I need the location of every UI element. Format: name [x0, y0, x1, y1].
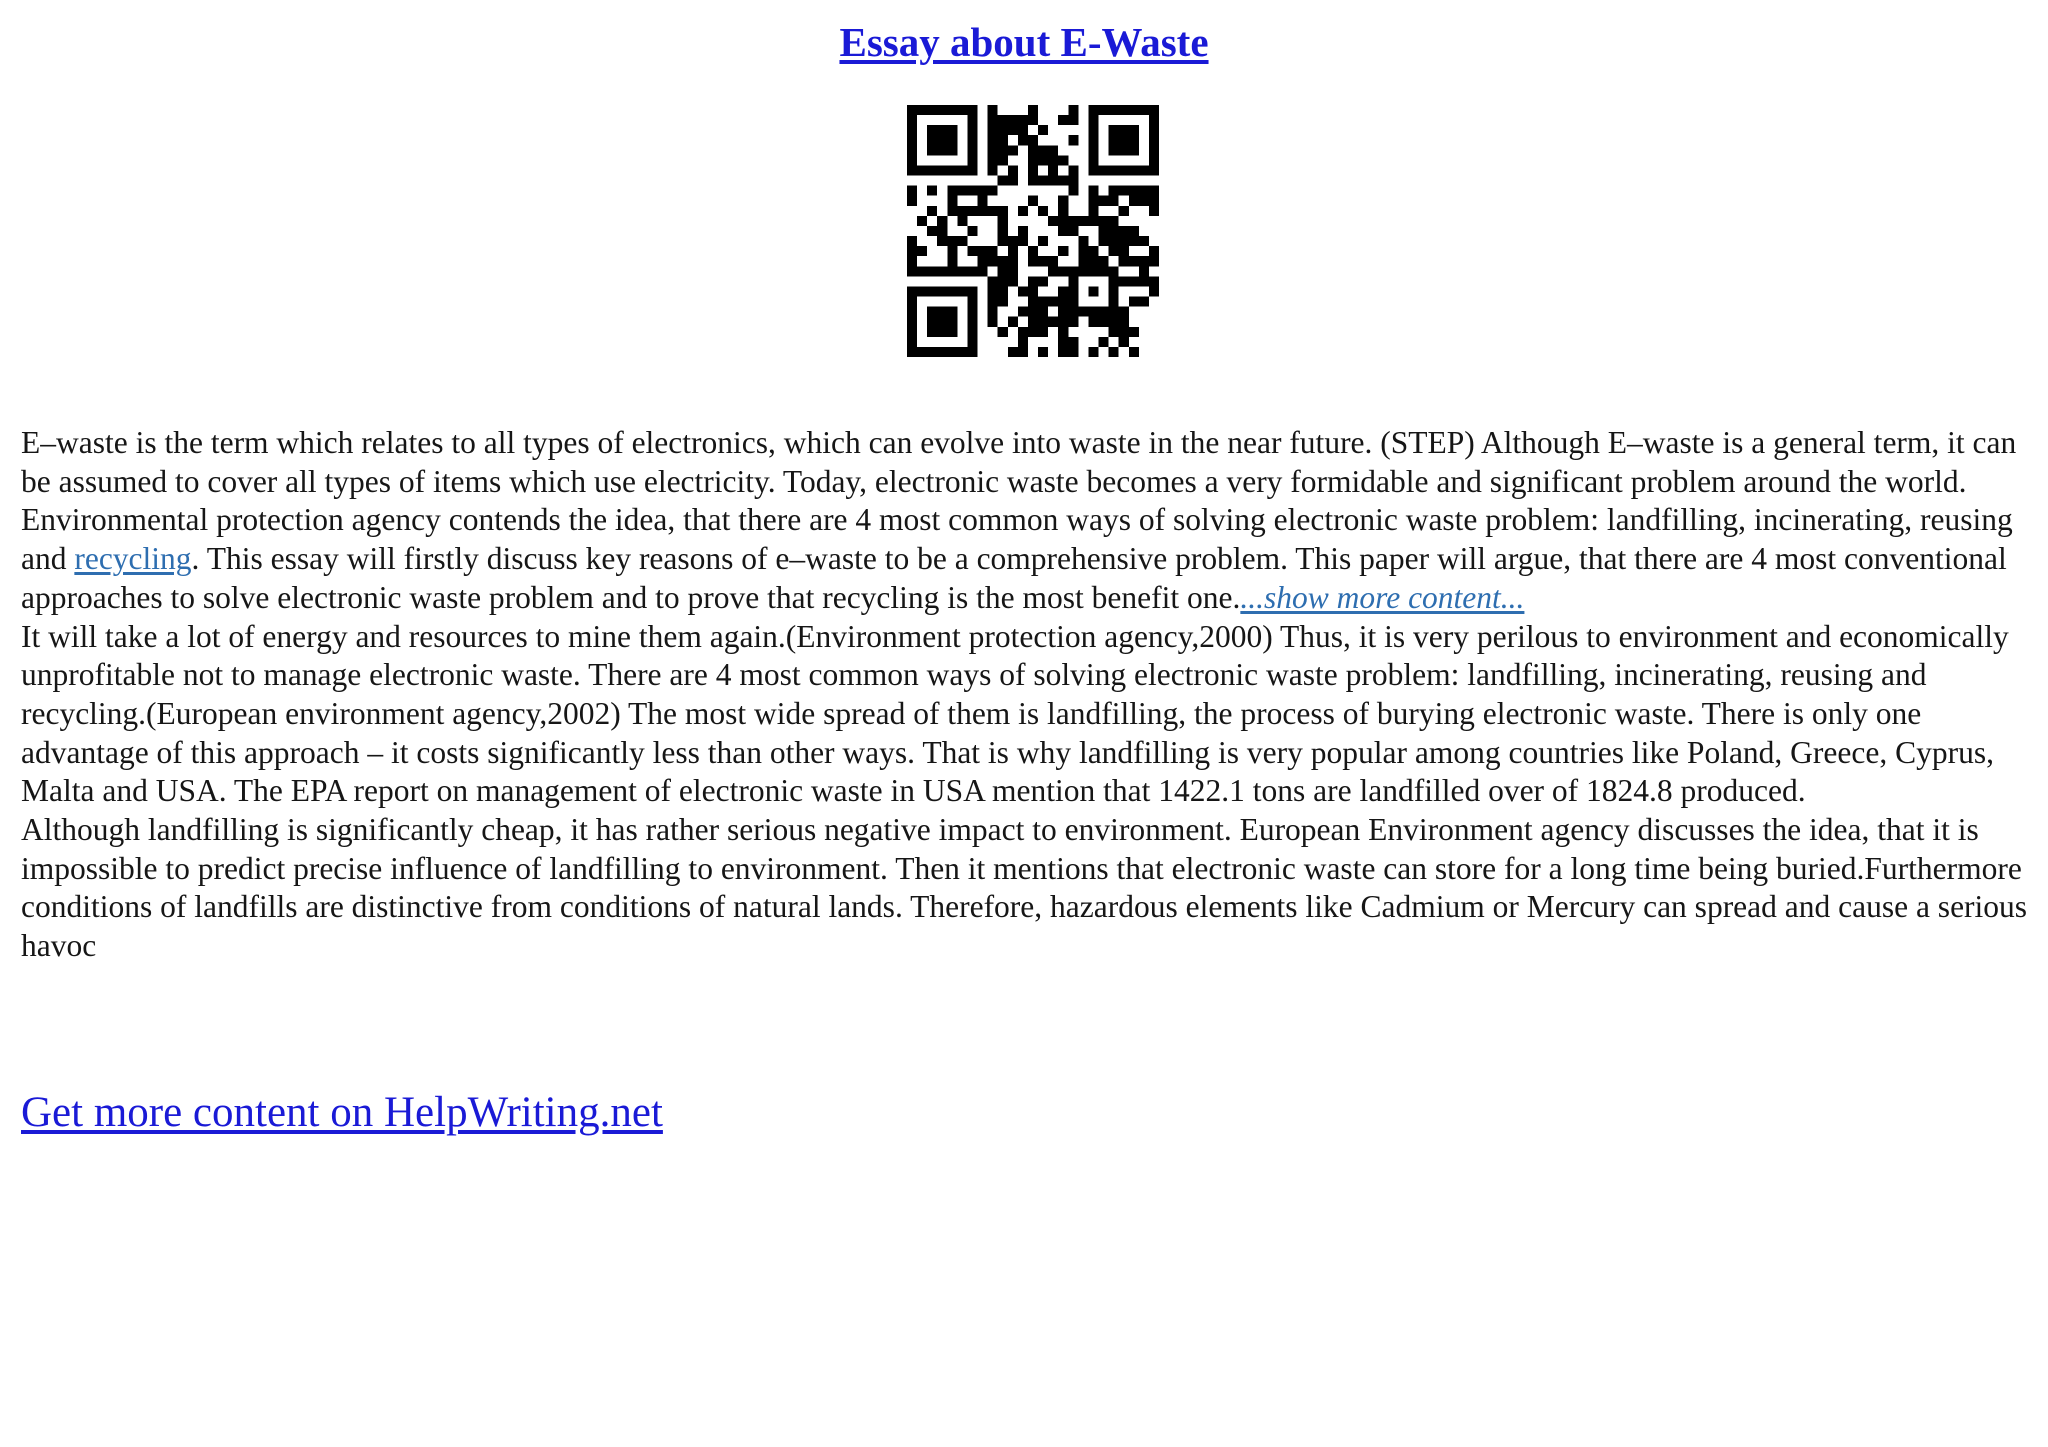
paragraph-1-continued: . This essay will firstly discuss key reasons of e–waste to be a comprehensive problem. This paper will argue, that there are 4 most conventional approaches to solve electronic waste problem and to prove that recycling is the most benefit one.	[21, 541, 2007, 615]
helpwriting-link[interactable]: Get more content on HelpWriting.net	[21, 1089, 663, 1136]
paragraph-3: Although landfilling is significantly cheap, it has rather serious negative impact to environment. European Environment agency discusses the idea, that it is impossible to predict precise influence of landfilling to environment. Then it mentions that electronic waste can store for a long time being buried.Furthermore conditions of landfills are distinctive from conditions of natural lands. Therefore, hazardous elements like Cadmium or Mercury can spread and cause a serious havoc	[21, 812, 2028, 964]
paragraph-1	[21, 424, 2031, 618]
essay-body	[21, 424, 2031, 966]
qr-code-icon	[907, 105, 1159, 357]
paragraph-1-text: E–waste is the term which relates to all types of electronics, which can evolve into waste in the near future. (STEP) Although E–waste is a general term, it can be assumed to cover all types of items which use electricity. Today, electronic waste becomes a very formidable and significant problem around the world. Environmental protection agency contends the idea, that there are 4 most common ways of solving electronic waste problem: landfilling, incinerating, reusing and	[21, 425, 2017, 577]
essay-title-link[interactable]: Essay about E-Waste	[839, 19, 1209, 65]
title-container	[0, 18, 2048, 66]
show-more-link[interactable]: ...show more content...	[1240, 579, 1525, 615]
recycling-link[interactable]: recycling	[74, 541, 192, 577]
paragraph-2: It will take a lot of energy and resources to mine them again.(Environment protection agency,2000) Thus, it is very perilous to environment and economically unprofitable not to manage electronic waste. There are 4 most common ways of solving electronic waste problem: landfilling, incinerating, reusing and recycling.(European environment agency,2002) The most wide spread of them is landfilling, the process of burying electronic waste. There is only one advantage of this approach – it costs significantly less than other ways. That is why landfilling is very popular among countries like Poland, Greece, Cyprus, Malta and USA. The EPA report on management of electronic waste in USA mention that 1422.1 tons are landfilled over of 1824.8 produced.	[21, 618, 2009, 809]
